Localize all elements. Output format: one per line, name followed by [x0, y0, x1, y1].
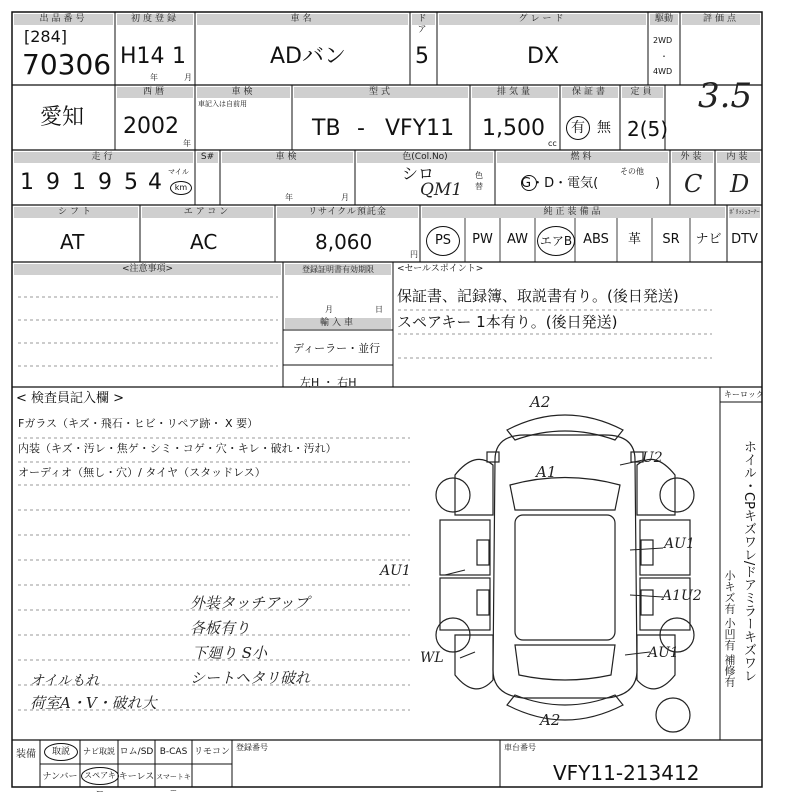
warranty-yes: 有	[566, 116, 590, 140]
car-diagram	[415, 390, 715, 735]
sales-point-1: 保証書、記録簿、取説書有り。(後日発送)	[397, 287, 679, 305]
seats-label: 定員	[622, 87, 663, 98]
footer-rom-sd: ロム/SD	[119, 747, 154, 757]
aircon-label: エアコン	[142, 207, 273, 218]
footer-bcas: B-CAS	[159, 747, 188, 757]
footer-smart-key: スマートキー	[156, 773, 191, 795]
interior-label: 内装	[717, 152, 760, 163]
chassis-number: VFY11-213412	[553, 761, 700, 785]
handwritten-note-4: シートヘタリ破れ	[190, 669, 311, 687]
footer-spare-key: スペアキー	[81, 767, 119, 785]
mileage-digit-4: 9	[98, 170, 112, 195]
color-label: 色(Col.No)	[357, 152, 493, 163]
mark-u2-right: U2	[642, 450, 663, 466]
equip-sr: SR	[662, 232, 680, 247]
equip-dtv: DTV	[731, 232, 758, 247]
year-value: 2002	[123, 114, 179, 139]
drive-label: 駆動	[650, 14, 678, 25]
inspector-line-2: 内装（キズ・汚レ・焦ゲ・シミ・コゲ・穴・キレ・破れ・汚れ）	[18, 442, 337, 455]
remarks-label: <注意事項>	[14, 264, 281, 275]
equip-navi: ナビ	[695, 232, 722, 247]
model-dash: -	[357, 116, 365, 141]
mileage-digit-2: 9	[46, 170, 60, 195]
first-reg-label: 初度登録	[117, 14, 193, 25]
mark-a1u2-right: A1U2	[662, 588, 702, 604]
equip-abs: ABS	[583, 232, 609, 247]
shift-value: AT	[60, 230, 85, 254]
equipment-label: 純正装備品	[422, 207, 725, 218]
polish-label: ﾎﾟﾘｯｼｭｺｰﾅｰ	[729, 209, 760, 216]
mileage-digit-3: 1	[72, 170, 86, 195]
car-name: ADバン	[270, 44, 346, 69]
mileage-digit-5: 5	[124, 170, 138, 195]
car-name-label: 車名	[197, 14, 408, 25]
handwritten-note-1: 外装タッチアップ	[190, 594, 309, 612]
insp-month-unit: 月	[341, 193, 349, 202]
mark-au1-left: AU1	[380, 563, 411, 579]
doors-value: 5	[415, 44, 429, 69]
year-unit: 年	[150, 73, 158, 82]
handwritten-note-6: 荷室A・V・破れ大	[30, 694, 157, 712]
cc-unit: cc	[548, 139, 557, 148]
footer-manual: 取説	[44, 743, 78, 761]
seats-value: 2(5)	[627, 117, 669, 141]
fuel-text: G・D・電気(	[521, 176, 599, 191]
displacement-value: 1,500	[482, 116, 545, 141]
footer-plate: ナンバー	[42, 772, 78, 782]
reg-month: 1	[172, 44, 186, 69]
lot-no-label: 出品番号	[14, 14, 113, 25]
model-label: 型式	[294, 87, 468, 98]
color-value: シロ	[402, 164, 435, 183]
equip-leather: 革	[627, 232, 641, 247]
exterior-label: 外装	[672, 152, 713, 163]
exterior-value: C	[684, 170, 703, 198]
footer-equip-label: 装備	[16, 749, 36, 760]
drive-dot: ・	[660, 52, 668, 61]
footer-remote: リモコン	[193, 747, 230, 757]
inspection-label: 車検	[197, 87, 290, 98]
doors-label: ドア	[412, 14, 435, 25]
region-value: 愛知	[40, 105, 85, 130]
handle-option: 左H ・ 右H	[300, 376, 357, 389]
handwritten-note-3: 下廻り S小	[192, 644, 268, 662]
displacement-label: 排気量	[472, 87, 558, 98]
fuel-label: 燃料	[497, 152, 668, 163]
lot-code: [284]	[24, 27, 68, 46]
sales-point-2: スペアキー 1本有り。(後日発送)	[397, 313, 618, 331]
inspection2-label: 車検	[222, 152, 353, 163]
equip-aw: AW	[506, 232, 529, 247]
color-code: QM1	[420, 180, 463, 200]
era-year: H14	[120, 44, 165, 69]
warranty-label: 保証書	[562, 87, 618, 98]
mark-wl-left: WL	[420, 650, 444, 666]
interior-value: D	[730, 170, 750, 198]
reg-day-unit: 日	[375, 305, 383, 314]
equip-ps: PS	[426, 226, 460, 256]
handwritten-note-2: 各板有り	[190, 619, 251, 637]
aircon-value: AC	[190, 230, 218, 254]
fuel-other-label: その他	[620, 167, 644, 176]
footer-keyless: キーレス	[118, 772, 155, 782]
reg-no-label: 登録番号	[236, 743, 268, 752]
score-label: 評価点	[682, 14, 760, 25]
year-label: 西暦	[117, 87, 193, 98]
reg-expiry-label: 登録証明書有効期限	[285, 264, 391, 275]
vertical-remark: ホイル・CPキズワレ/ドアミラーキズワレ	[741, 440, 756, 683]
inspector-line-3: オーディオ（無し・穴）/ タイヤ（スタッドレス）	[18, 466, 266, 479]
model-prefix: TB	[312, 116, 341, 141]
mark-a1-roof: A1	[536, 463, 557, 481]
mileage-digit-1: 1	[20, 170, 34, 195]
inspection-note: 車記入は自前用	[198, 100, 247, 108]
warranty-no: 無	[597, 120, 611, 136]
grade-value: DX	[527, 44, 560, 69]
month-unit: 月	[184, 73, 192, 82]
handwritten-note-5: オイルもれ	[30, 673, 100, 689]
fuel-close: )	[655, 176, 661, 191]
drive-2wd: 2WD	[653, 36, 673, 45]
mileage-km: km	[170, 181, 192, 195]
recycle-value: 8,060	[315, 230, 373, 254]
grade-label: グレード	[439, 14, 646, 25]
drive-4wd: 4WD	[653, 67, 673, 76]
recycle-label: リサイクル預託金	[277, 207, 418, 218]
year-unit-2: 年	[183, 139, 191, 148]
mileage-label: 走行	[14, 152, 193, 163]
keylock-label: キーロック	[724, 390, 764, 399]
import-label: 輸入車	[285, 318, 391, 329]
reg-month-unit: 月	[325, 305, 333, 314]
yen-unit: 円	[410, 250, 418, 259]
mark-a2-bottom: A2	[540, 711, 561, 729]
dealer-option: ディーラー・並行	[293, 342, 381, 355]
score-value: 3.5	[698, 76, 753, 116]
equip-airbag: エアB	[537, 226, 575, 256]
footer-navi-manual: ナビ取説	[83, 747, 115, 756]
insp-year-unit: 年	[285, 193, 293, 202]
mileage-digit-6: 4	[148, 170, 162, 195]
mileage-mile: マイル	[168, 168, 189, 176]
mark-a2-top: A2	[530, 393, 551, 411]
model-code: VFY11	[385, 116, 455, 141]
vertical-remark-2: 小キズ有 小凹有 補修有	[723, 570, 736, 687]
chassis-label: 車台番号	[504, 743, 536, 752]
lot-number: 70306	[22, 48, 112, 81]
sales-label: <セールスポイント>	[397, 264, 484, 274]
equip-pw: PW	[472, 232, 493, 247]
fuel-g-circle	[521, 175, 537, 191]
shift-label: シフト	[14, 207, 138, 218]
mark-au1-right: AU1	[664, 536, 695, 552]
sys-label: S#	[197, 152, 218, 163]
mark-au1-lower: AU1	[648, 645, 679, 661]
inspector-title: < 検査員記入欄 >	[16, 391, 125, 406]
color-change-label: 色替	[475, 171, 483, 191]
inspector-line-1: Fガラス（キズ・飛石・ヒビ・リペア跡・ X 要）	[18, 417, 259, 430]
